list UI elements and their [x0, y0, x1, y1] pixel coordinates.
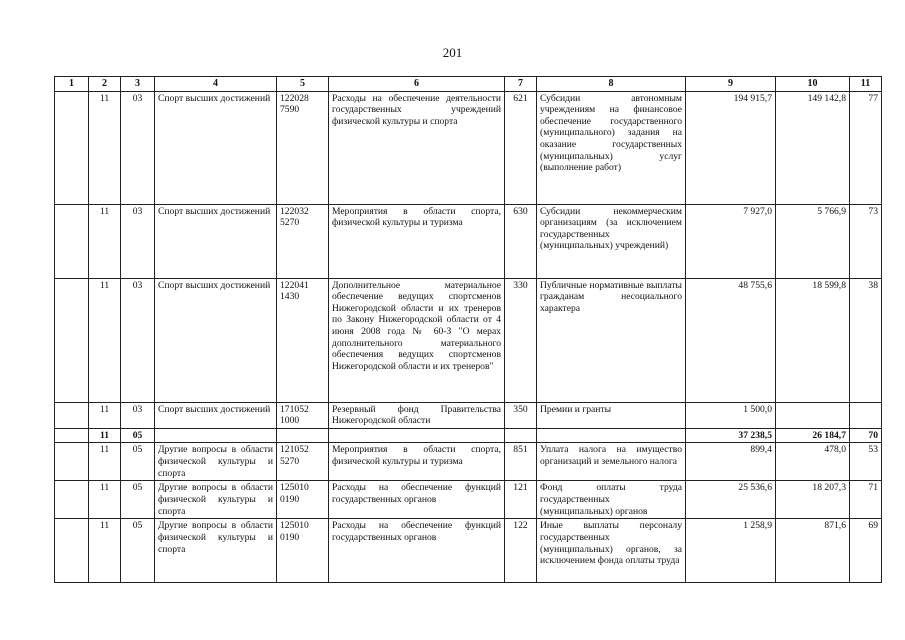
- table-row: [55, 204, 882, 278]
- cell-pct: 73: [850, 204, 882, 278]
- cell-purpose: Расходы на обеспечение деятельности государственных учреждений физической культуры и спорта: [329, 91, 505, 204]
- cell-vr: 630: [505, 204, 537, 278]
- cell-plan: 194 915,7: [686, 91, 776, 204]
- cell-csr: [277, 428, 329, 443]
- cell-razdel: 11: [89, 402, 121, 428]
- cell-purpose: Мероприятия в области спорта, физической культуры и туризма: [329, 204, 505, 278]
- cell-plan: 1 500,0: [686, 402, 776, 428]
- cell-csr: 122041 1430: [277, 278, 329, 402]
- column-header: 11: [850, 77, 882, 92]
- cell-name: Спорт высших достижений: [155, 204, 277, 278]
- column-header: 4: [155, 77, 277, 92]
- cell-fact: 149 142,8: [776, 91, 850, 204]
- table-row: [55, 443, 882, 481]
- column-header: 1: [55, 77, 89, 92]
- table-row: [55, 278, 882, 402]
- cell-razdel: 11: [89, 204, 121, 278]
- column-header: 2: [89, 77, 121, 92]
- column-header: 3: [121, 77, 155, 92]
- cell-c1: [55, 278, 89, 402]
- cell-vr: 330: [505, 278, 537, 402]
- cell-plan: 25 536,6: [686, 481, 776, 519]
- column-header: 9: [686, 77, 776, 92]
- cell-name: Другие вопросы в области физической культуры и спорта: [155, 481, 277, 519]
- cell-vr: [505, 428, 537, 443]
- cell-purpose: Расходы на обеспечение функций государственных органов: [329, 519, 505, 583]
- cell-pct: [850, 402, 882, 428]
- cell-vr-name: Премии и гранты: [537, 402, 686, 428]
- cell-plan: 7 927,0: [686, 204, 776, 278]
- table-row: [55, 481, 882, 519]
- column-header: 6: [329, 77, 505, 92]
- cell-podrazdel: 05: [121, 519, 155, 583]
- cell-c1: [55, 402, 89, 428]
- cell-razdel: 11: [89, 443, 121, 481]
- cell-razdel: 11: [89, 278, 121, 402]
- cell-vr: 621: [505, 91, 537, 204]
- cell-vr: 121: [505, 481, 537, 519]
- cell-csr: 125010 0190: [277, 481, 329, 519]
- cell-vr-name: [537, 428, 686, 443]
- cell-name: Спорт высших достижений: [155, 278, 277, 402]
- cell-purpose: Мероприятия в области спорта, физической культуры и туризма: [329, 443, 505, 481]
- cell-pct: 71: [850, 481, 882, 519]
- cell-podrazdel: 03: [121, 402, 155, 428]
- cell-name: [155, 428, 277, 443]
- cell-pct: 38: [850, 278, 882, 402]
- cell-plan: 899,4: [686, 443, 776, 481]
- table-row: [55, 91, 882, 204]
- column-header: 7: [505, 77, 537, 92]
- cell-purpose: Расходы на обеспечение функций государственных органов: [329, 481, 505, 519]
- cell-vr: 350: [505, 402, 537, 428]
- column-header: 5: [277, 77, 329, 92]
- cell-c1: [55, 428, 89, 443]
- cell-razdel: 11: [89, 428, 121, 443]
- cell-csr: 122028 7590: [277, 91, 329, 204]
- cell-pct: 77: [850, 91, 882, 204]
- cell-vr-name: Субсидии некоммерческим организациям (за исключением государственных (муниципальных) учреждений): [537, 204, 686, 278]
- cell-name: Другие вопросы в области физической культуры и спорта: [155, 443, 277, 481]
- cell-plan: 48 755,6: [686, 278, 776, 402]
- table-row: [55, 402, 882, 428]
- page-number: 201: [442, 45, 463, 60]
- cell-podrazdel: 03: [121, 204, 155, 278]
- cell-fact: 5 766,9: [776, 204, 850, 278]
- subtotal-row: [55, 428, 882, 443]
- cell-fact: 478,0: [776, 443, 850, 481]
- cell-vr-name: Уплата налога на имущество организаций и земельного налога: [537, 443, 686, 481]
- cell-podrazdel: 05: [121, 443, 155, 481]
- cell-fact: 871,6: [776, 519, 850, 583]
- cell-vr: 122: [505, 519, 537, 583]
- cell-razdel: 11: [89, 519, 121, 583]
- cell-csr: 121052 5270: [277, 443, 329, 481]
- cell-podrazdel: 05: [121, 481, 155, 519]
- cell-fact: [776, 402, 850, 428]
- cell-vr: 851: [505, 443, 537, 481]
- cell-csr: 122032 5270: [277, 204, 329, 278]
- cell-c1: [55, 481, 89, 519]
- cell-fact: 18 599,8: [776, 278, 850, 402]
- cell-csr: 125010 0190: [277, 519, 329, 583]
- cell-pct: 69: [850, 519, 882, 583]
- cell-c1: [55, 204, 89, 278]
- cell-pct: 70: [850, 428, 882, 443]
- column-header: 8: [537, 77, 686, 92]
- cell-razdel: 11: [89, 91, 121, 204]
- cell-pct: 53: [850, 443, 882, 481]
- cell-fact: 18 207,3: [776, 481, 850, 519]
- column-header: 10: [776, 77, 850, 92]
- cell-purpose: Резервный фонд Правительства Нижегородской области: [329, 402, 505, 428]
- cell-c1: [55, 443, 89, 481]
- table-row: [55, 519, 882, 583]
- cell-c1: [55, 91, 89, 204]
- cell-plan: 37 238,5: [686, 428, 776, 443]
- budget-table: [54, 76, 882, 583]
- cell-vr-name: Иные выплаты персоналу государственных (муниципальных) органов, за исключением фонда оплаты труда: [537, 519, 686, 583]
- cell-name: Спорт высших достижений: [155, 91, 277, 204]
- cell-vr-name: Фонд оплаты труда государственных (муниципальных) органов: [537, 481, 686, 519]
- cell-podrazdel: 03: [121, 91, 155, 204]
- cell-purpose: Дополнительное материальное обеспечение ведущих спортсменов Нижегородской области и их тренеров по Закону Нижегородской области от 4 июня 2008 года № 60-З "О мерах дополнительного материального обеспечения ведущих спортсменов Нижегородской области и их тренеров": [329, 278, 505, 402]
- cell-razdel: 11: [89, 481, 121, 519]
- cell-csr: 171052 1000: [277, 402, 329, 428]
- cell-purpose: [329, 428, 505, 443]
- cell-name: Другие вопросы в области физической культуры и спорта: [155, 519, 277, 583]
- cell-vr-name: Публичные нормативные выплаты гражданам несоциального характера: [537, 278, 686, 402]
- cell-plan: 1 258,9: [686, 519, 776, 583]
- cell-fact: 26 184,7: [776, 428, 850, 443]
- cell-podrazdel: 03: [121, 278, 155, 402]
- cell-name: Спорт высших достижений: [155, 402, 277, 428]
- cell-vr-name: Субсидии автономным учреждениям на финансовое обеспечение государственного (муниципального) задания на оказание государственных (муниципальных) услуг (выполнение работ): [537, 91, 686, 204]
- cell-c1: [55, 519, 89, 583]
- header-row: [55, 77, 882, 92]
- cell-podrazdel: 05: [121, 428, 155, 443]
